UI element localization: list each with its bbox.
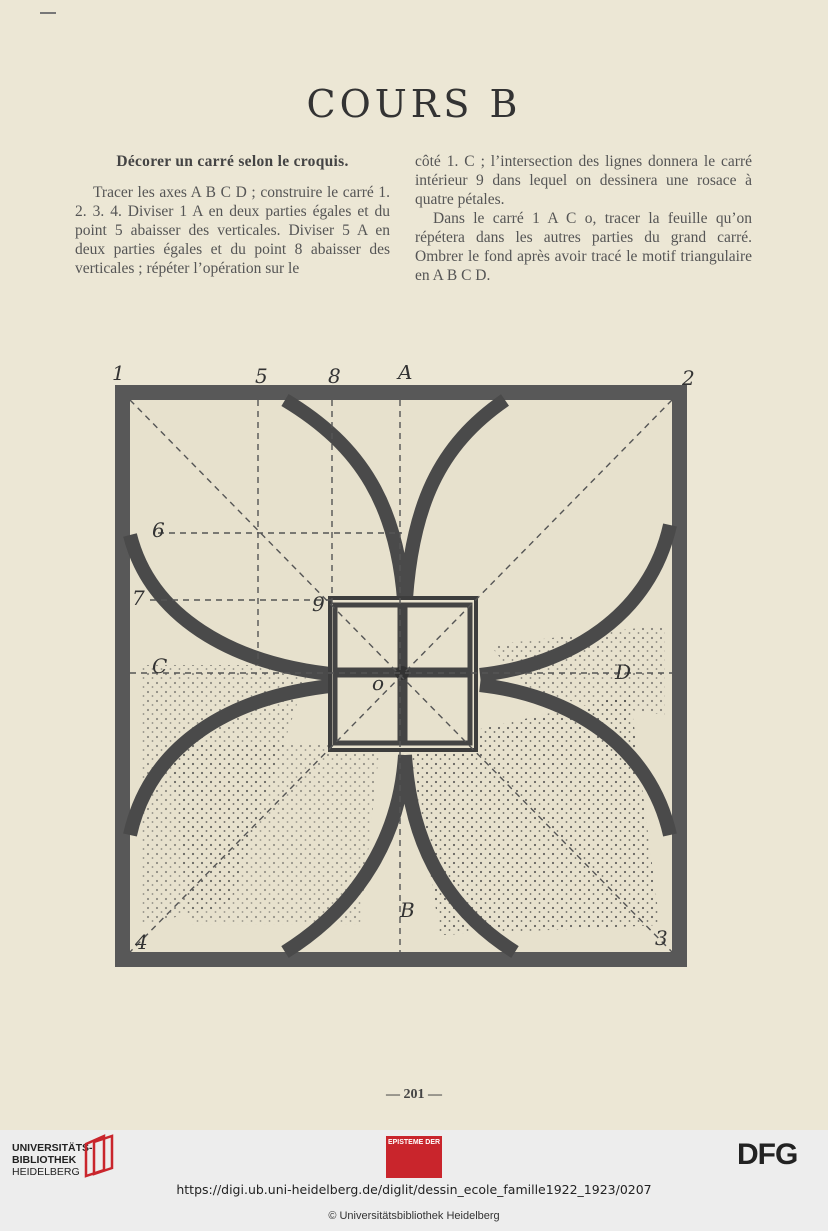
dfg-logo[interactable]: DFG <box>737 1138 798 1171</box>
page-number: — 201 — <box>386 1087 442 1102</box>
page-title: COURS B <box>306 82 522 126</box>
episteme-logo[interactable] <box>386 1136 442 1178</box>
label-b: B <box>400 898 415 922</box>
label-9: 9 <box>312 592 325 616</box>
label-7: 7 <box>132 586 145 610</box>
label-8: 8 <box>328 365 341 388</box>
section-heading: Décorer un carré selon le croquis. <box>116 153 349 170</box>
heidelberg-book-icon[interactable] <box>82 1134 118 1178</box>
label-a: A <box>398 365 413 384</box>
text-column-right <box>415 152 752 285</box>
label-o: o <box>372 671 385 695</box>
label-4: 4 <box>135 930 148 954</box>
label-2: 2 <box>682 366 695 390</box>
episteme-label: EPISTEME DER <box>387 1139 441 1146</box>
label-3: 3 <box>655 926 668 950</box>
university-library-logo-text[interactable] <box>12 1142 93 1178</box>
text-column-left <box>75 152 390 278</box>
label-d: D <box>615 660 632 684</box>
uni-line-3: HEIDELBERG <box>12 1166 80 1178</box>
copyright-notice: © Universitätsbibliothek Heidelberg <box>328 1210 500 1222</box>
uni-line-2: BIBLIOTHEK <box>12 1154 77 1166</box>
uni-line-1: UNIVERSITÄTS- <box>12 1142 93 1154</box>
label-1: 1 <box>112 365 125 385</box>
paragraph-continuation: côté 1. C ; l’intersection des lignes donnera le carré intérieur 9 dans lequel on dessinera une rosace à quatre pétales. <box>415 153 752 208</box>
page-mark <box>40 12 56 14</box>
permalink-url[interactable]: https://digi.ub.uni-heidelberg.de/diglit/dessin_ecole_famille1922_1923/0207 <box>176 1182 652 1197</box>
label-5: 5 <box>255 365 268 388</box>
paragraph-leaf: Dans le carré 1 A C o, tracer la feuille qu’on répétera dans les autres parties du grand carré. Ombrer le fond après avoir tracé le motif triangulaire en A B C D. <box>415 210 752 284</box>
label-6: 6 <box>152 518 165 542</box>
label-c: C <box>152 654 168 678</box>
square-ornament-figure <box>110 365 710 975</box>
central-rosette <box>332 600 474 748</box>
paragraph-instructions: Tracer les axes A B C D ; construire le carré 1. 2. 3. 4. Diviser 1 A en deux parties égales et du point 5 abaisser des verticales. Diviser 5 A en deux parties égales et du point 8 abaisser des verticales ; répéter l’opération sur le <box>75 184 390 277</box>
